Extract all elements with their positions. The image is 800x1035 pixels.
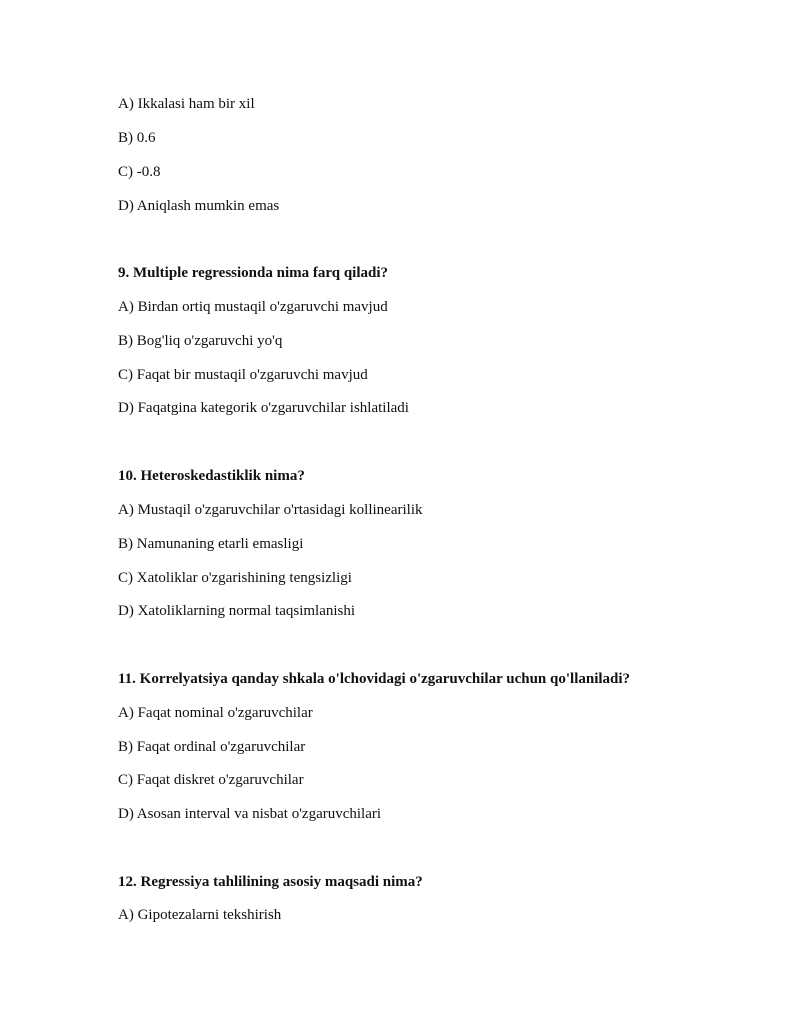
question-11-option-b: B) Faqat ordinal o'zgaruvchilar: [118, 739, 306, 755]
question-9-option-a: A) Birdan ortiq mustaqil o'zgaruvchi mavjud: [118, 299, 388, 315]
question-9-option-d: D) Faqatgina kategorik o'zgaruvchilar ishlatiladi: [118, 400, 409, 416]
option-prev-b: B) 0.6: [118, 130, 156, 146]
question-9-title: 9. Multiple regressionda nima farq qiladi?: [118, 265, 389, 281]
question-11-option-a: A) Faqat nominal o'zgaruvchilar: [118, 705, 313, 721]
question-11-title: 11. Korrelyatsiya qanday shkala o'lchovidagi o'zgaruvchilar uchun qo'llaniladi?: [118, 671, 631, 687]
question-10-option-c: C) Xatoliklar o'zgarishining tengsizligi: [118, 570, 352, 586]
question-9-option-c: C) Faqat bir mustaqil o'zgaruvchi mavjud: [118, 367, 368, 383]
question-11-option-d: D) Asosan interval va nisbat o'zgaruvchilari: [118, 806, 382, 822]
question-10-option-b: B) Namunaning etarli emasligi: [118, 536, 304, 552]
option-prev-d: D) Aniqlash mumkin emas: [118, 198, 280, 214]
question-10-title: 10. Heteroskedastiklik nima?: [118, 468, 305, 484]
question-11-option-c: C) Faqat diskret o'zgaruvchilar: [118, 772, 304, 788]
question-12-option-a: A) Gipotezalarni tekshirish: [118, 907, 282, 923]
question-10-option-a: A) Mustaqil o'zgaruvchilar o'rtasidagi kollinearilik: [118, 502, 423, 518]
option-prev-c: C) -0.8: [118, 164, 161, 180]
question-10-option-d: D) Xatoliklarning normal taqsimlanishi: [118, 603, 356, 619]
question-12-title: 12. Regressiya tahlilining asosiy maqsadi nima?: [118, 874, 423, 890]
option-prev-a: A) Ikkalasi ham bir xil: [118, 96, 255, 112]
question-9-option-b: B) Bog'liq o'zgaruvchi yo'q: [118, 333, 283, 349]
